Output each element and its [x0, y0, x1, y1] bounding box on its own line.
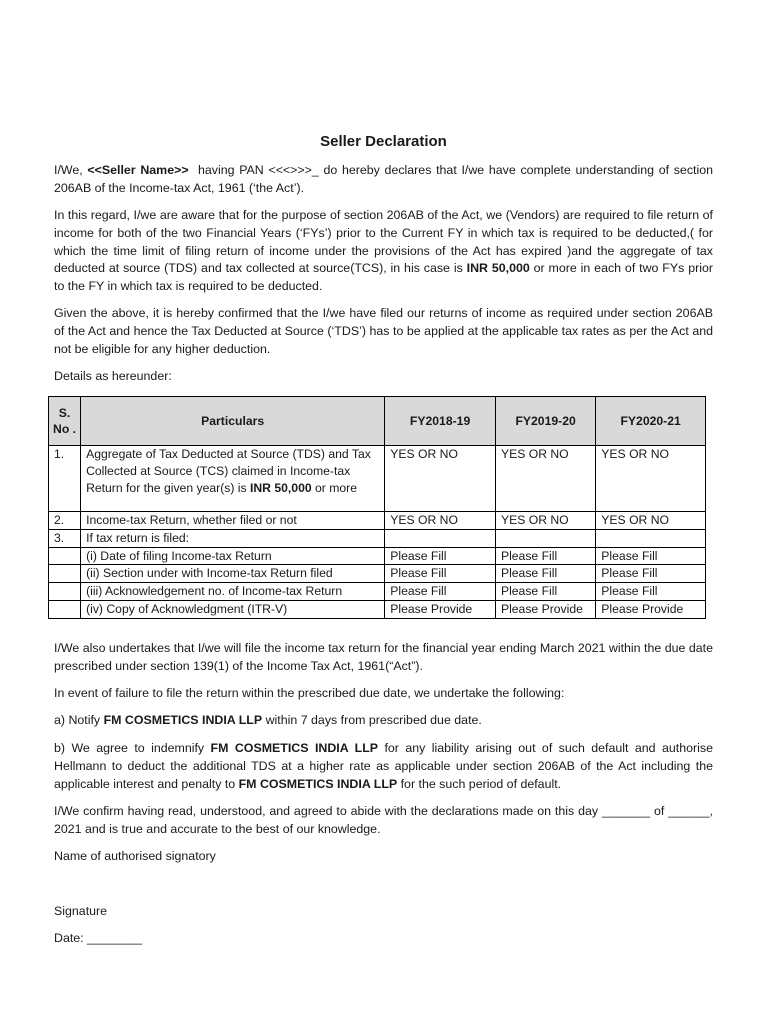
intro-paragraph [54, 162, 717, 198]
cell-fy2020-21 [596, 529, 706, 547]
item-b-suffix: for the such period of default. [397, 776, 562, 791]
cell-sno [49, 565, 81, 583]
cell-fy2020-21: Please Fill [596, 583, 706, 601]
cell-particular: (iii) Acknowledgement no. of Income-tax Return [81, 583, 385, 601]
item-b-prefix: b) We agree to indemnify [54, 741, 211, 755]
undertaking-item-a [54, 712, 713, 730]
requirement-text-b: or more in each of two FYs prior to the FY in which tax is required to be deducted. [54, 261, 713, 294]
cell-particular: If tax return is filed: [81, 529, 385, 547]
cell-fy2019-20: Please Provide [495, 600, 595, 618]
cell-fy2019-20: Please Fill [495, 565, 595, 583]
company-name: FM COSMETICS INDIA LLP [210, 741, 379, 755]
header-particulars: Particulars [81, 397, 385, 446]
details-table [48, 396, 706, 619]
requirement-text-a: In this regard, I/we are aware that for the purpose of section 206AB of the Act, we (Vendors) are required to file return of income for both of the two Financial Years (‘FYs’) prior to the Current FY in which tax is required to be deducted,( for which the time limit of filing return of income under the provisions of the Act has expired )and the aggregate of tax deducted at source (TDS) and tax collected at source(TCS), in his case is [54, 208, 713, 276]
header-fy2019-20: FY2019-20 [495, 397, 595, 446]
confirmation-paragraph: Given the above, it is hereby confirmed that the I/we have filed our returns of income as required under section 206AB of the Act and hence the Tax Deducted at Source (‘TDS’) has to be applied at the applicable tax rates as per the Act and not be eligible for any higher deduction. [54, 306, 713, 356]
table-header-row [49, 397, 706, 446]
cell-sno: 3. [49, 529, 81, 547]
cell-fy2020-21: Please Provide [596, 600, 706, 618]
details-label: Details as hereunder: [54, 369, 172, 383]
date-label: Date: ________ [54, 931, 143, 945]
company-name: FM COSMETICS INDIA LLP [103, 713, 263, 727]
cell-particular: (iv) Copy of Acknowledgment (ITR-V) [81, 600, 385, 618]
cell-fy2020-21: Please Fill [596, 547, 706, 565]
cell-fy2018-19: Please Fill [385, 547, 496, 565]
table-row [49, 446, 706, 512]
header-fy2020-21: FY2020-21 [596, 397, 706, 446]
cell-particular: (ii) Section under with Income-tax Return filed [81, 565, 385, 583]
table-row [49, 547, 706, 565]
cell-sno: 2. [49, 512, 81, 530]
table-row [49, 512, 706, 530]
threshold-amount: INR 50,000 [466, 261, 530, 276]
cell-fy2019-20 [495, 529, 595, 547]
seller-name-placeholder: <<Seller Name>> [87, 163, 189, 177]
cell-sno [49, 600, 81, 618]
table-row [49, 600, 706, 618]
item-a-prefix: a) Notify [54, 713, 104, 727]
cell-fy2018-19: Please Fill [385, 583, 496, 601]
cell-fy2019-20: Please Fill [495, 583, 595, 601]
failure-paragraph: In event of failure to file the return within the prescribed due date, we undertake the following: [54, 686, 565, 700]
particular-text-b: or more [311, 480, 358, 495]
item-b-mid: for any liability arising out of such default and authorise Hellmann to deduct the additional TDS at a higher rate as applicable under section 206AB of the Act including the applicable interest and penalty to [54, 741, 713, 791]
undertaking-paragraph: I/We also undertakes that I/we will file the income tax return for the financial year ending March 2021 within the due date prescribed under section 139(1) of the Income Tax Act, 1961(“Act”). [54, 641, 713, 673]
cell-particular: Income-tax Return, whether filed or not [81, 512, 385, 530]
table-row [49, 583, 706, 601]
cell-fy2018-19 [385, 529, 496, 547]
confirm-paragraph: I/We confirm having read, understood, and agreed to abide with the declarations made on this day _______ of ______, 2021 and is true and accurate to the best of our knowledge. [54, 804, 713, 836]
cell-fy2019-20: Please Fill [495, 547, 595, 565]
particular-amount: INR 50,000 [249, 480, 312, 495]
cell-particular: (i) Date of filing Income-tax Return [81, 547, 385, 565]
intro-prefix: I/We, [54, 163, 88, 177]
table-row [49, 529, 706, 547]
cell-fy2020-21: YES OR NO [596, 512, 706, 530]
header-fy2018-19: FY2018-19 [385, 397, 496, 446]
cell-fy2020-21: Please Fill [596, 565, 706, 583]
cell-fy2020-21: YES OR NO [596, 446, 706, 512]
cell-fy2019-20: YES OR NO [495, 512, 595, 530]
cell-sno [49, 583, 81, 601]
signatory-label: Name of authorised signatory [54, 849, 216, 863]
page-title: Seller Declaration [320, 133, 447, 150]
cell-sno: 1. [49, 446, 81, 512]
header-sno: S. No . [49, 397, 81, 446]
item-a-suffix: within 7 days from prescribed due date. [262, 713, 482, 727]
requirement-paragraph [54, 207, 713, 296]
cell-fy2018-19: YES OR NO [385, 512, 496, 530]
company-name: FM COSMETICS INDIA LLP [238, 776, 398, 791]
cell-fy2019-20: YES OR NO [495, 446, 595, 512]
cell-fy2018-19: Please Fill [385, 565, 496, 583]
signature-label: Signature [54, 904, 108, 918]
particular-text-a: Aggregate of Tax Deducted at Source (TDS) and Tax Collected at Source (TCS) claimed in Income-tax Return for the given year(s) is [86, 447, 371, 495]
cell-fy2018-19: Please Provide [385, 600, 496, 618]
cell-sno [49, 547, 81, 565]
cell-fy2018-19: YES OR NO [385, 446, 496, 512]
intro-text: having PAN <<<>>>_ do hereby declares that I/we have complete understanding of section 206AB of the Income-tax Act, 1961 (‘the Act’). [54, 163, 717, 195]
cell-particular [81, 446, 385, 512]
table-row [49, 565, 706, 583]
undertaking-item-b [54, 740, 713, 793]
